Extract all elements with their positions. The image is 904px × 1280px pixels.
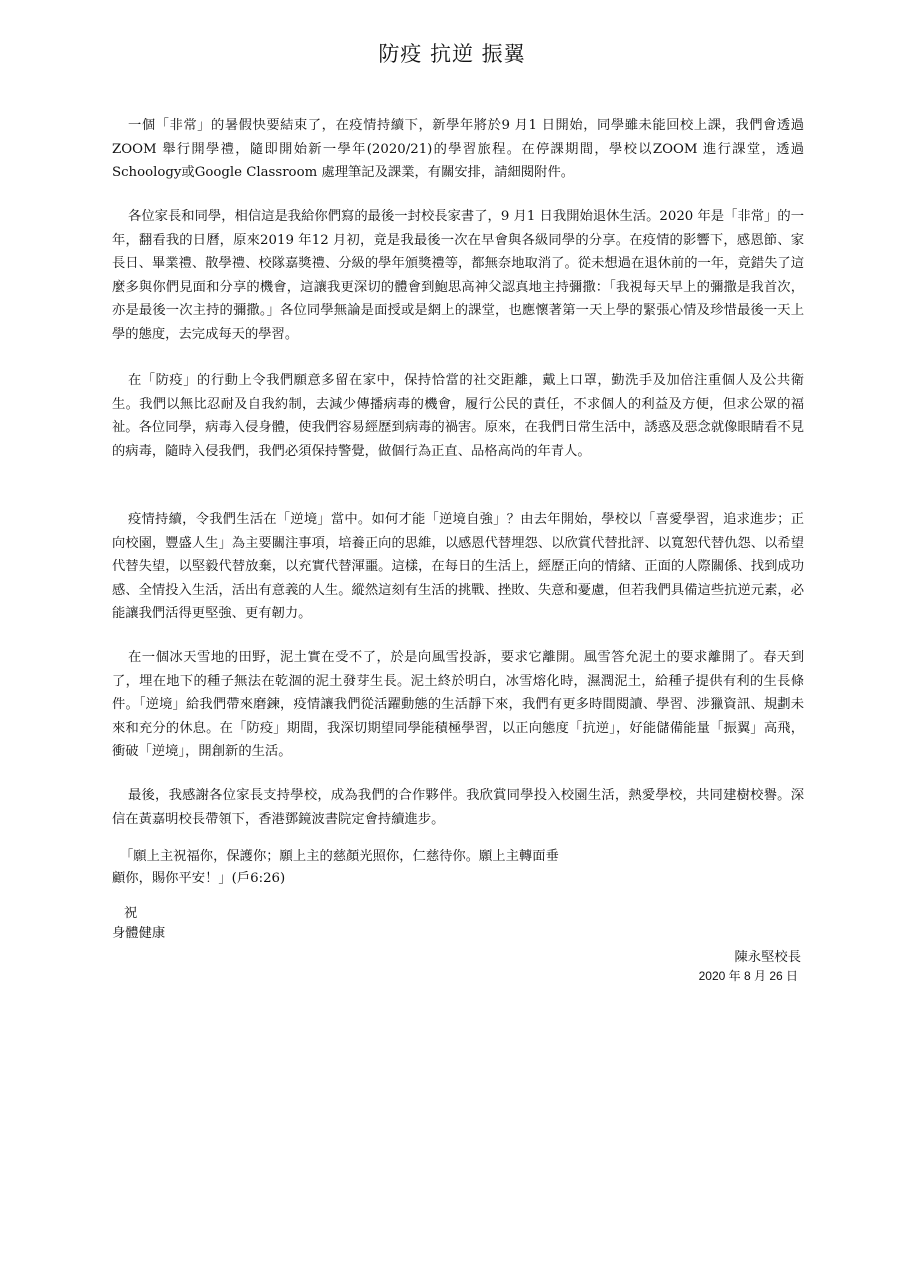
- letter-title: 防疫 抗逆 振翼: [378, 42, 526, 66]
- paragraph-5: 在一個冰天雪地的田野，泥土實在受不了，於是向風雪投訴，要求它離開。風雪答允泥土的要求離開了。春天到了，埋在地下的種子無法在乾涸的泥土發芽生長。泥土終於明白，冰雪熔化時，濕潤泥土，給種子提供有利的生長條件。「逆境」給我們帶來磨鍊，疫情讓我們從活躍動態的生活靜下來，我們有更多時間閱讀、學習、涉獵資訊、規劃未來和充分的休息。在「防疫」期間，我深切期望同學能積極學習，以正向態度「抗逆」，好能儲備能量「振翼」高飛，衝破「逆境」，開創新的生活。: [112, 650, 804, 759]
- closing-health: 身體健康: [112, 926, 166, 941]
- paragraph-3: 在「防疫」的行動上令我們願意多留在家中，保持恰當的社交距離，戴上口罩，勤洗手及加倍注重個人及公共衛生。我們以無比忍耐及自我約制，去減少傳播病毒的機會，履行公民的責任，不求個人的利益及方便，但求公眾的福祉。各位同學，病毒入侵身體，使我們容易經歷到病毒的禍害。原來，在我們日常生活中，誘惑及惡念就像眼睛看不見的病毒，隨時入侵我們，我們必須保持警覺，做個行為正直、品格高尚的年青人。: [112, 373, 804, 459]
- letter-date: 2020 年 8 月 26 日: [698, 969, 798, 983]
- blessing-quote: [112, 846, 804, 890]
- paragraph-4: 疫情持續，令我們生活在「逆境」當中。如何才能「逆境自強」？由去年開始，學校以「喜愛學習，追求進步；正向校園，豐盛人生」為主要關注事項，培養正向的思維，以感恩代替埋怨、以欣賞代替批評、以寬恕代替仇怨、以希望代替失望，以堅毅代替放棄，以充實代替渾噩。這樣，在每日的生活上，經歷正向的情緒、正面的人際關係、找到成功感、全情投入生活，活出有意義的人生。縱然這刻有生活的挑戰、挫敗、失意和憂慮，但若我們具備這些抗逆元素，必能讓我們活得更堅強、更有韌力。: [112, 512, 804, 621]
- blessing-line-2: 顧你，賜你平安！」(戶6:26): [112, 871, 286, 886]
- paragraph-1: 一個「非常」的暑假快要結束了，在疫情持續下，新學年將於9 月1 日開始，同學雖未能回校上課，我們會透過 ZOOM 舉行開學禮，隨即開始新一學年(2020/21)的學習旅程。在停課期間，學校以ZOOM 進行課堂，透過 Schoology或Google Classroom 處理筆記及課業，有關安排，請細閱附件。: [112, 118, 804, 180]
- paragraph-6: 最後，我感謝各位家長支持學校，成為我們的合作夥伴。我欣賞同學投入校園生活，熱愛學校，共同建樹校譽。深信在黃嘉明校長帶領下，香港鄧鏡波書院定會持續進步。: [112, 788, 804, 827]
- closing-wish: 祝: [124, 906, 138, 921]
- blessing-line-1: 「願上主祝福你，保護你；願上主的慈顏光照你，仁慈待你。願上主轉面垂: [120, 849, 559, 864]
- signer-name: 陳永堅校長: [734, 950, 801, 965]
- paragraph-2: 各位家長和同學，相信這是我給你們寫的最後一封校長家書了，9 月1 日我開始退休生活。2020 年是「非常」的一年，翻看我的日曆，原來2019 年12 月初，竟是我最後一次在早會與各級同學的分享。在疫情的影響下，感恩節、家長日、畢業禮、散學禮、校隊嘉獎禮、分級的學年頒獎禮等，都無奈地取消了。從未想過在退休前的一年，竟錯失了這麼多與你們見面和分享的機會，這讓我更深切的體會到鮑思高神父認真地主持彌撒：「我視每天早上的彌撒是我首次，亦是最後一次主持的彌撒。」各位同學無論是面授或是網上的課堂，也應懷著第一天上學的緊張心情及珍惜最後一天上學的態度，去完成每天的學習。: [112, 209, 804, 342]
